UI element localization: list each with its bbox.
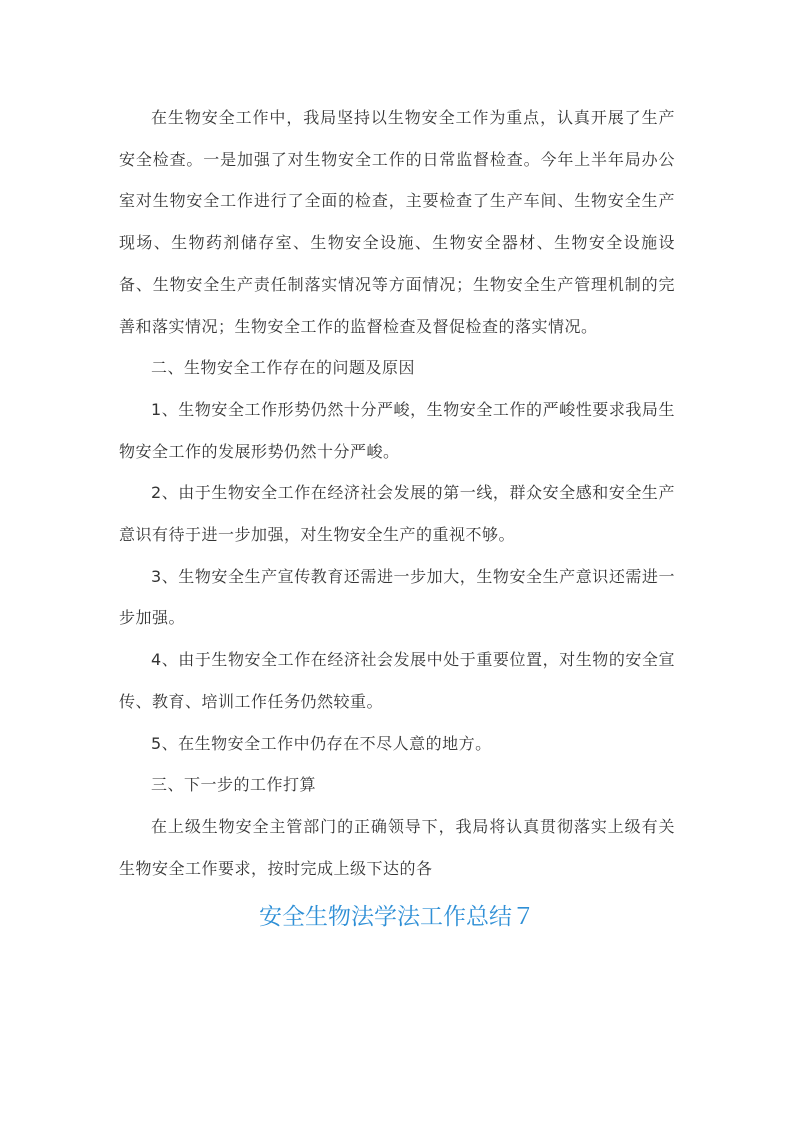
list-item-problem-2: 2、由于生物安全工作在经济社会发展的第一线，群众安全感和安全生产意识有待于进一步加强，对生物安全生产的重视不够。 xyxy=(119,483,675,545)
list-item-problem-3: 3、生物安全生产宣传教育还需进一步加大，生物安全生产意识还需进一步加强。 xyxy=(119,566,675,628)
next-document-title: 安全生物法学法工作总结７ xyxy=(259,904,535,931)
section-heading-next-steps: 三、下一步的工作打算 xyxy=(151,775,317,795)
document-body xyxy=(119,97,675,939)
list-item-problem-1: 1、生物安全工作形势仍然十分严峻，生物安全工作的严峻性要求我局生物安全工作的发展形势仍然十分严峻。 xyxy=(119,399,675,461)
list-item-problem-4: 4、由于生物安全工作在经济社会发展中处于重要位置，对生物的安全宣传、教育、培训工作任务仍然较重。 xyxy=(119,650,675,711)
section-heading-problems: 二、生物安全工作存在的问题及原因 xyxy=(151,358,416,378)
paragraph-next-steps: 在上级生物安全主管部门的正确领导下，我局将认真贯彻落实上级有关生物安全工作要求，按时完成上级下达的各 xyxy=(119,816,675,878)
paragraph-inspection: 在生物安全工作中，我局坚持以生物安全工作为重点，认真开展了生产安全检查。一是加强了对生物安全工作的日常监督检查。今年上半年局办公室对生物安全工作进行了全面的检查，主要检查了生产车间、生物安全生产现场、生物药剂储存室、生物安全设施、生物安全器材、生物安全设施设备、生物安全生产责任制落实情况等方面情况；生物安全生产管理机制的完善和落实情况；生物安全工作的监督检查及督促检查的落实情况。 xyxy=(119,108,675,336)
list-item-problem-5: 5、在生物安全工作中仍存在不尽人意的地方。 xyxy=(151,733,492,753)
